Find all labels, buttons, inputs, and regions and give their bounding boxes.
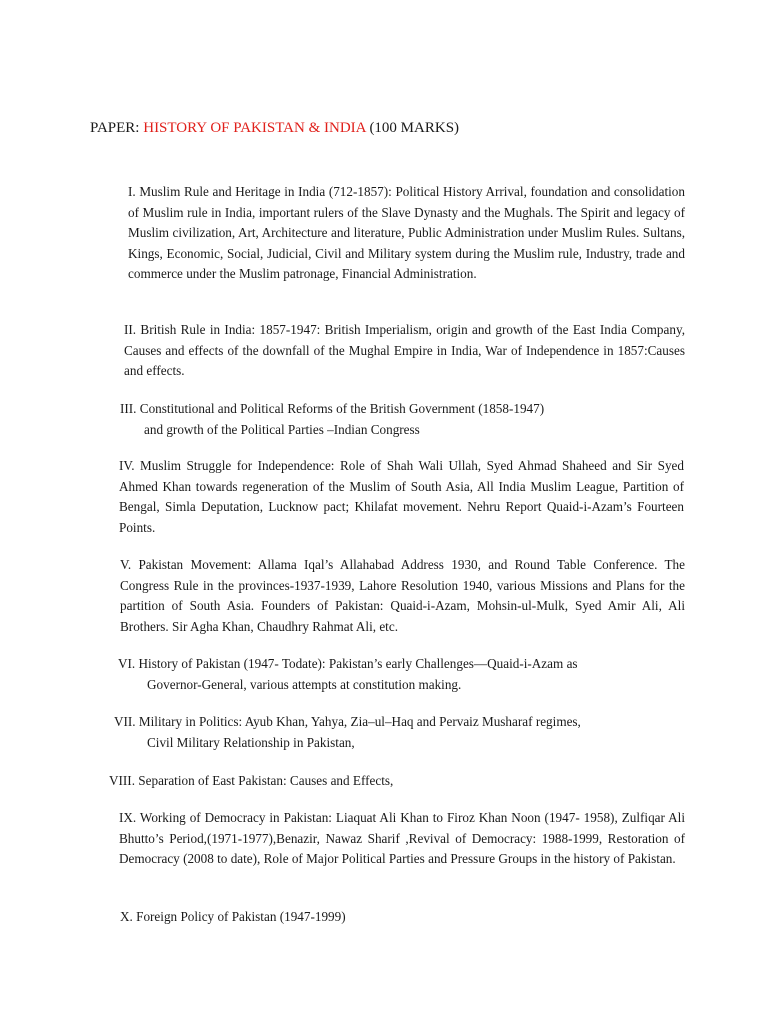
syllabus-item-i: I. Muslim Rule and Heritage in India (712-1857): Political History Arrival, foundation and consolidation of Muslim rule in India, important rulers of the Slave Dynasty and the Mughals. The Spirit and legacy of Muslim civilization, Art, Architecture and literature, Public Administration under Muslim Rules. Sultans, Kings, Economic, Social, Judicial, Civil and Military system during the Muslim rule, Industry, trade and commerce under the Muslim patronage, Financial Administration.	[128, 184, 685, 282]
syllabus-item-viii: VIII. Separation of East Pakistan: Causes and Effects,	[109, 773, 394, 788]
syllabus-item-v: V. Pakistan Movement: Allama Iqal’s Allahabad Address 1930, and Round Table Conference. The Congress Rule in the provinces-1937-1939, Lahore Resolution 1940, various Missions and Plans for the partition of South Asia. Founders of Pakistan: Quaid-i-Azam, Mohsin-ul-Mulk, Syed Amir Ali, Ali Brothers. Sir Agha Khan, Chaudhry Rahmat Ali, etc.	[120, 557, 685, 634]
syllabus-item-ix: IX. Working of Democracy in Pakistan: Liaquat Ali Khan to Firoz Khan Noon (1947- 1958), Zulfiqar Ali Bhutto’s Period,(1971-1977),Benazir, Nawaz Sharif ,Revival of Democracy: 1988-1999, Restoration of Democracy (2008 to date), Role of Major Political Parties and Pressure Groups in the history of Pakistan.	[119, 810, 685, 867]
syllabus-item-vii-line2: Civil Military Relationship in Pakistan,	[147, 734, 355, 750]
title-prefix: PAPER:	[90, 120, 144, 136]
title-highlight: HISTORY OF PAKISTAN & INDIA	[143, 120, 366, 136]
syllabus-item-iii-line2: and growth of the Political Parties –Indian Congress	[144, 421, 420, 437]
syllabus-item-vi-line2: Governor-General, various attempts at constitution making.	[147, 676, 462, 692]
title-suffix: (100 MARKS)	[365, 120, 460, 136]
syllabus-item-vi	[118, 654, 685, 695]
syllabus-item-vi-line1: VI. History of Pakistan (1947- Todate): Pakistan’s early Challenges—Quaid-i-Azam as	[118, 656, 578, 671]
page-title	[90, 120, 459, 137]
syllabus-item-iii	[120, 399, 685, 440]
syllabus-item-iv: IV. Muslim Struggle for Independence: Role of Shah Wali Ullah, Syed Ahmad Shaheed and Sir Syed Ahmed Khan towards regeneration of the Muslim of South Asia, All India Muslim League, Partition of Bengal, Simla Deputation, Lucknow pact; Khilafat movement. Nehru Report Quaid-i-Azam’s Fourteen Points.	[119, 458, 684, 535]
syllabus-item-iii-line1: III. Constitutional and Political Reforms of the British Government (1858-1947)	[120, 401, 545, 416]
syllabus-item-x: X. Foreign Policy of Pakistan (1947-1999)	[120, 909, 346, 924]
syllabus-item-ii: II. British Rule in India: 1857-1947: British Imperialism, origin and growth of the East India Company, Causes and effects of the downfall of the Mughal Empire in India, War of Independence in 1857:Causes and effects.	[124, 322, 685, 379]
syllabus-item-vii-line1: VII. Military in Politics: Ayub Khan, Yahya, Zia–ul–Haq and Pervaiz Musharaf regimes,	[114, 714, 581, 729]
syllabus-item-vii	[114, 712, 685, 753]
